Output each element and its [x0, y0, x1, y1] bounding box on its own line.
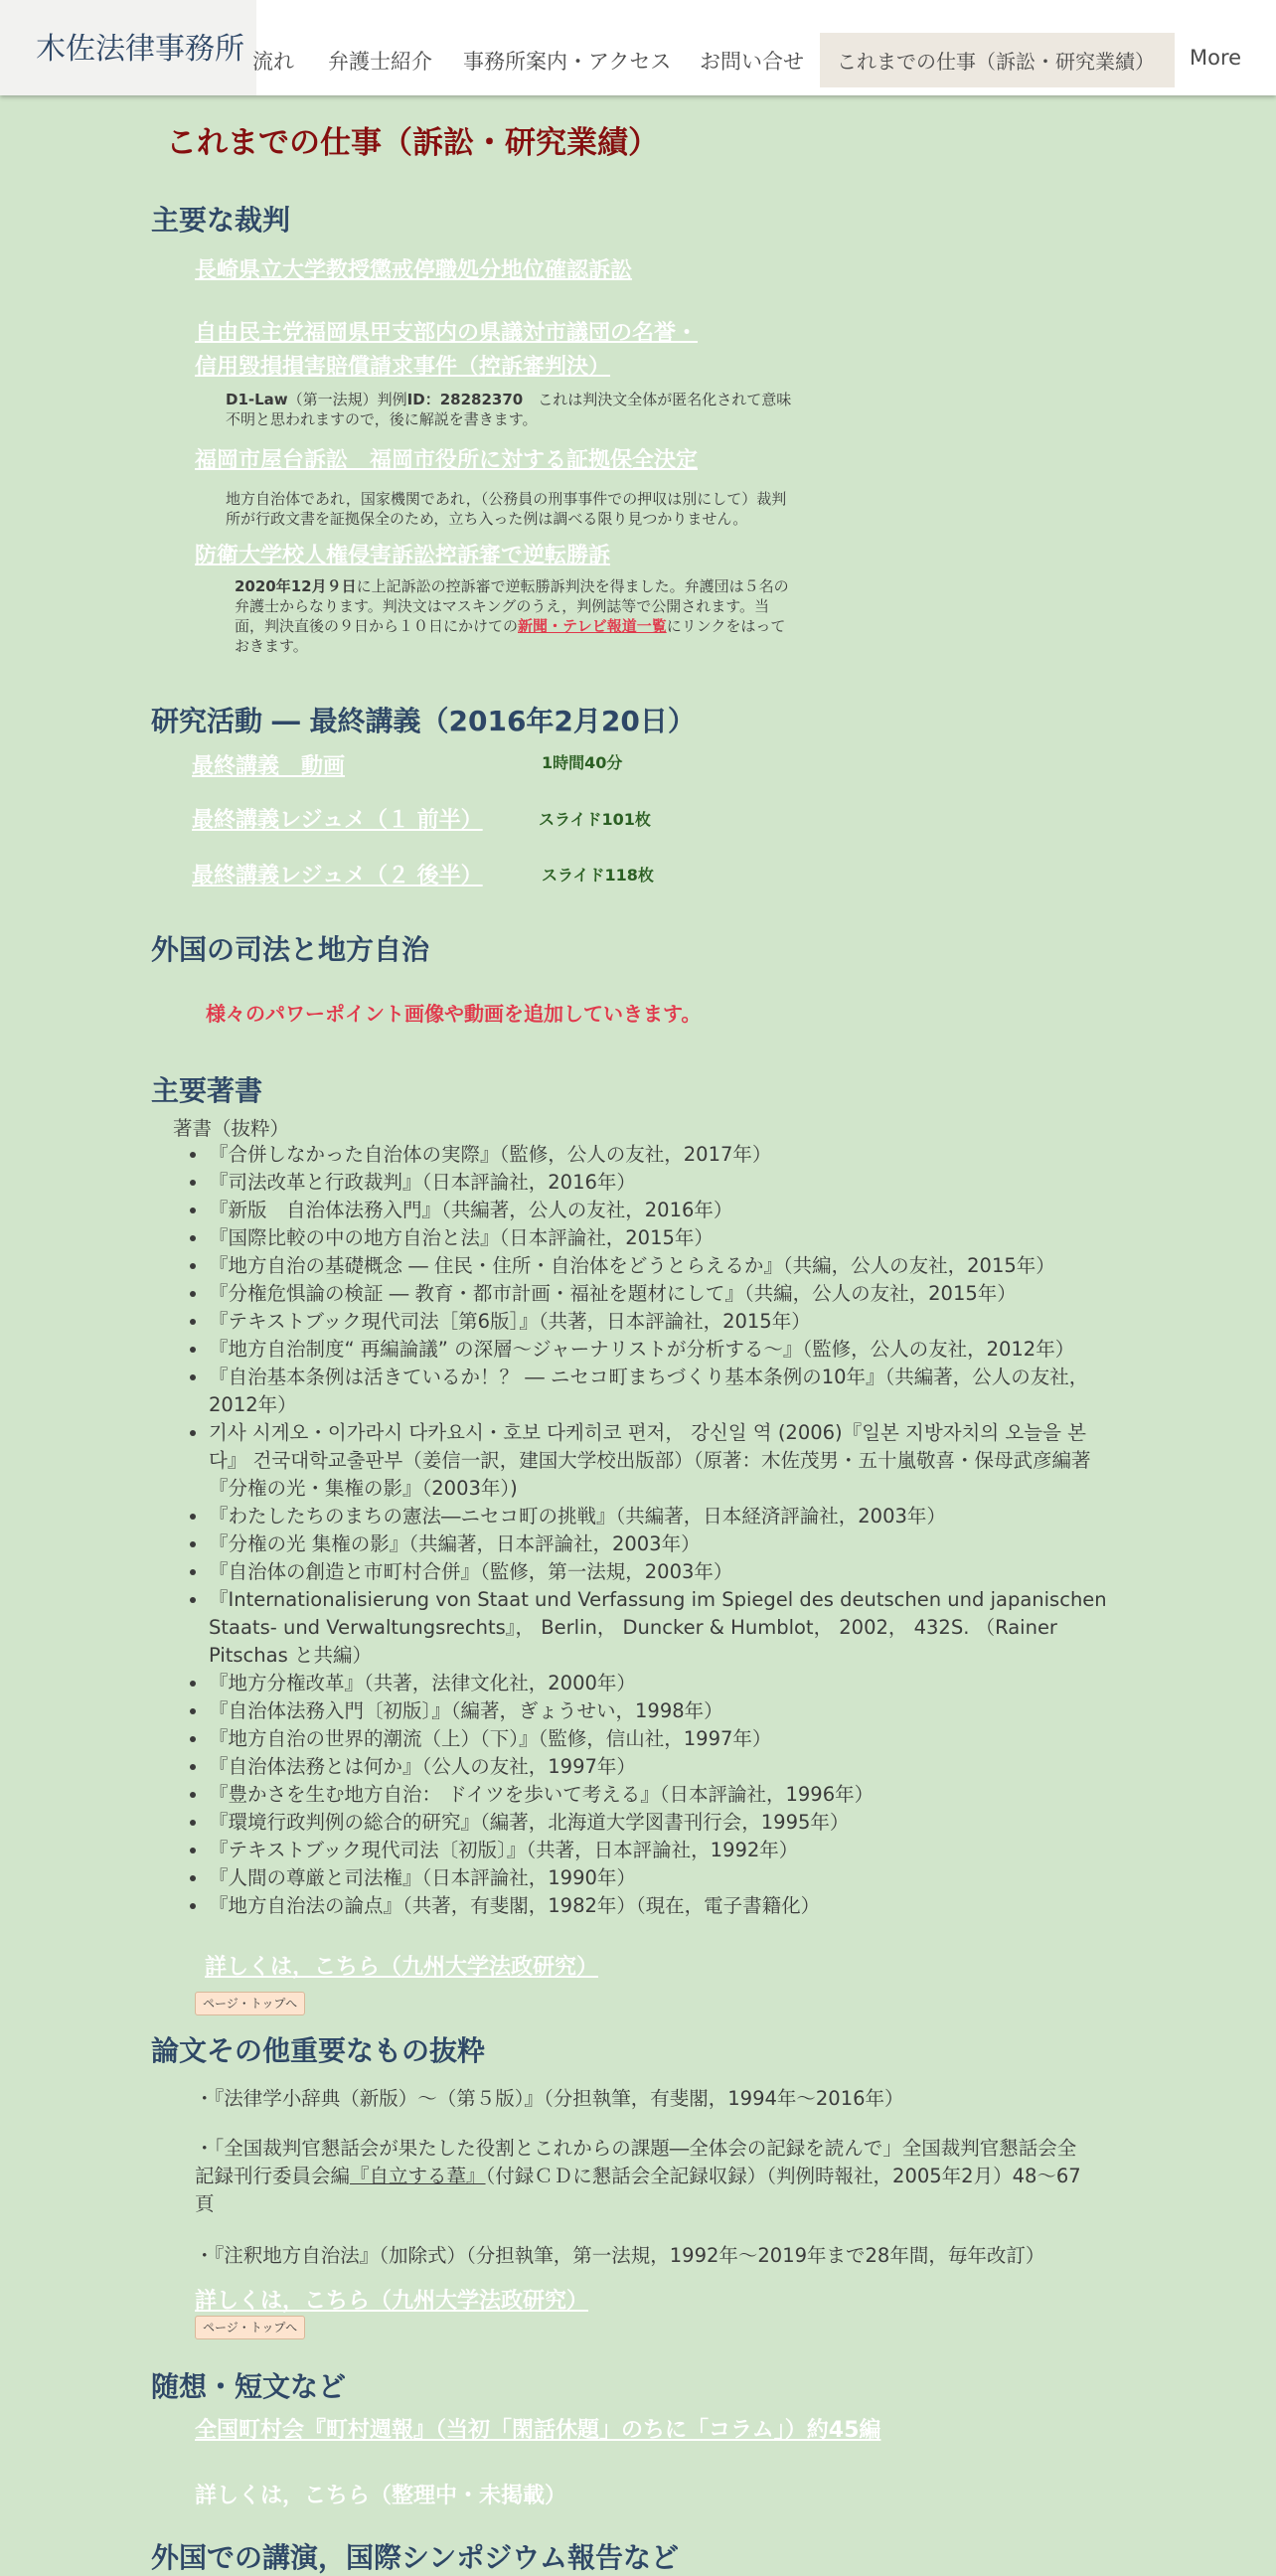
- note-bouei-tail: にリンクをはっておきます。: [235, 617, 786, 655]
- list-item: • 『自治体法務入門〔初版〕』（編著，ぎょうせい，1998年）: [209, 1697, 1123, 1725]
- note-d1law-tail: これは判決文全体が匿名化されて意味不明と思われますので，後に解説を書きます。: [226, 391, 792, 428]
- case-link-nagasaki[interactable]: 長崎県立大学教授懲戒停職処分地位確認訴訟: [195, 258, 633, 283]
- essays-more-text: 詳しくは，こちら（整理中・未掲載）: [195, 2484, 567, 2508]
- essays-heading: 随想・短文など: [151, 2370, 347, 2403]
- page-title: これまでの仕事（訴訟・研究業績）: [166, 125, 659, 161]
- final-lecture-resume2-slides: スライド118枚: [542, 866, 654, 885]
- final-lecture-video-link[interactable]: 最終講義 動画: [192, 754, 346, 779]
- paper-item-judges-forum: [195, 2135, 1089, 2218]
- paper-item-dictionary: ・『法律学小辞典（新版）～（第５版）』（分担執筆，有斐閣，1994年～2016年）: [195, 2087, 904, 2110]
- site-header: [0, 0, 1276, 95]
- lectures-abroad-heading: 外国での講演，国際シンポジウム報告など: [151, 2541, 680, 2574]
- site-logo-text[interactable]: 木佐法律事務所: [36, 32, 244, 67]
- case-link-ldp-fukuoka[interactable]: 自由民主党福岡県甲支部内の県議対市議団の名誉・信用毀損損害賠償請求事件（控訴審判決）: [195, 321, 699, 380]
- list-item: • 『テキストブック現代司法［第6版］』（共著，日本評論社，2015年）: [209, 1308, 1123, 1336]
- paper-judges-text-b: （付録ＣＤに懇話会全記録収録）（判例時報社，2005年2月）48～67頁: [195, 2165, 1081, 2215]
- final-lecture-resume2-link[interactable]: 最終講義レジュメ（２ 後半）: [192, 864, 483, 888]
- page-top-button[interactable]: ページ・トップへ: [195, 1992, 305, 2015]
- list-item: • 『自治基本条例は活きているか！？ ― ニセコ町まちづくり基本条例の10年』（共編著，公人の友社，2012年）: [209, 1364, 1123, 1419]
- final-lecture-resume1-link[interactable]: 最終講義レジュメ（１ 前半）: [192, 808, 483, 833]
- list-item: • 『わたしたちのまちの憲法―ニセコ町の挑戦』（共編著，日本経済評論社，2003年）: [209, 1503, 1123, 1530]
- nav-item-office-access[interactable]: 事務所案内・アクセス: [463, 50, 672, 74]
- note-d1law-id: ID：28282370: [406, 391, 524, 408]
- note-d1law-label: D1-Law: [226, 391, 288, 408]
- page-top-button[interactable]: ページ・トップへ: [195, 2316, 305, 2339]
- list-item: • 『国際比較の中の地方自治と法』（日本評論社，2015年）: [209, 1224, 1123, 1252]
- books-subheading: 著書（抜粋）: [173, 1117, 290, 1140]
- list-item: • 『司法改革と行政裁判』（日本評論社，2016年）: [209, 1169, 1123, 1197]
- note-bouei-date: 2020年12月９日: [235, 577, 357, 595]
- nav-item-flow[interactable]: 流れ: [252, 50, 294, 74]
- foreign-note: 様々のパワーポイント画像や動画を追加していきます。: [206, 1002, 702, 1026]
- list-item: • 『自治体法務とは何か』（公人の友社，1997年）: [209, 1753, 1123, 1781]
- list-item: • 『地方自治の世界的潮流（上）（下）』（監修，信山社，1997年）: [209, 1725, 1123, 1753]
- books-list: [167, 1141, 1123, 1920]
- list-item: • 『分権の光 集権の影』（共編著，日本評論社，2003年）: [209, 1530, 1123, 1558]
- news-list-link[interactable]: 新聞・テレビ報道一覧: [518, 617, 667, 635]
- note-bouei-body: に上記訴訟の控訴審で逆転勝訴判決を得ました。弁護団は５名の弁護士からなります。判決文はマスキングのうえ，判例誌等で公開されます。当面，判決直後の９日から１０日にかけての: [235, 577, 789, 635]
- list-item: • 『豊かさを生む地方自治： ドイツを歩いて考える』（日本評論社，1996年）: [209, 1781, 1123, 1809]
- list-item: • 『環境行政判例の総合的研究』（編著，北海道大学図書刊行会，1995年）: [209, 1809, 1123, 1837]
- list-item: • 『人間の尊厳と司法権』（日本評論社，1990年）: [209, 1864, 1123, 1892]
- paper-item-local-autonomy-law: ・『注釈地方自治法』（加除式）（分担執筆，第一法規，1992年～2019年まで28年間，毎年改訂）: [195, 2244, 1045, 2267]
- nav-item-more[interactable]: More: [1190, 46, 1242, 70]
- list-item: • 『地方自治制度“ 再編論議” の深層～ジャーナリストが分析する～』（監修，公人の友社，2012年）: [209, 1336, 1123, 1364]
- final-lecture-video-duration: 1時間40分: [542, 753, 623, 772]
- paper-judges-book-link[interactable]: 『自立する葦』: [350, 2165, 486, 2187]
- list-item: • 『分権危惧論の検証 ― 教育・都市計画・福祉を題材にして』（共編，公人の友社，2015年）: [209, 1280, 1123, 1308]
- site-logo[interactable]: [0, 0, 256, 95]
- case-note-yatai: 地方自治体であれ，国家機関であれ，（公務員の刑事事件での押収は別にして）裁判所が行政文書を証拠保全のため，立ち入った例は調べる限り見つかりません。: [226, 490, 787, 528]
- case-link-bouei[interactable]: 防衛大学校人権侵害訴訟控訴審で逆転勝訴: [195, 544, 611, 568]
- books-heading: 主要著書: [151, 1074, 263, 1107]
- papers-more-link[interactable]: 詳しくは，こちら（九州大学法政研究）: [195, 2289, 589, 2314]
- case-note-bouei: [235, 576, 791, 656]
- research-heading: 研究活動 ― 最終講義（2016年2月20日）: [151, 705, 696, 737]
- list-item: • 『合併しなかった自治体の実際』（監修，公人の友社，2017年）: [209, 1141, 1123, 1169]
- books-more-link[interactable]: 詳しくは，こちら（九州大学法政研究）: [205, 1955, 599, 1980]
- list-item: • 『自治体の創造と市町村合併』（監修，第一法規，2003年）: [209, 1558, 1123, 1586]
- note-d1law-mid: （第一法規）判例: [287, 391, 407, 408]
- paper-judges-text-a: ・「全国裁判官懇話会が果たした役割とこれからの課題―全体会の記録を読んで」全国裁判官懇話会全記録刊行委員会編: [195, 2137, 1077, 2187]
- nav-item-works[interactable]: これまでの仕事（訴訟・研究業績）: [837, 50, 1155, 74]
- list-item: • 『地方自治の基礎概念 ― 住民・住所・自治体をどうとらえるか』（共編，公人の友社，2015年）: [209, 1252, 1123, 1280]
- list-item: • 기사 시게오・이가라시 다카요시・호보 다케히코 편저， 강신일 역 (2006)『일본 지방자치의 오늘을 본다』 건국대학교출판부（姜信一訳，建国大学校出版部）（原著：木佐茂男・五十嵐敬喜・保母武彦編著『分権の光・集権の影』（2003年）): [209, 1419, 1123, 1503]
- case-link-yatai[interactable]: 福岡市屋台訴訟 福岡市役所に対する証拠保全決定: [195, 448, 699, 473]
- nav-item-lawyers[interactable]: 弁護士紹介: [328, 50, 432, 74]
- essays-town-weekly-link[interactable]: 全国町村会『町村週報』（当初「閑話休題」のちに「コラム」）約45編: [195, 2418, 881, 2443]
- trials-heading: 主要な裁判: [151, 204, 291, 237]
- list-item: • 『地方自治法の論点』（共著，有斐閣，1982年）（現在，電子書籍化）: [209, 1892, 1123, 1920]
- papers-heading: 論文その他重要なもの抜粋: [151, 2034, 486, 2067]
- list-item: • 『Internationalisierung von Staat und Verfassung im Spiegel des deutschen und japanischen Staats- und Verwaltungsrechts』， Berlin， Duncker & Humblot， 2002， 432S. （Rainer Pitschas と共編）: [209, 1586, 1123, 1670]
- final-lecture-resume1-slides: スライド101枚: [539, 810, 651, 829]
- foreign-heading: 外国の司法と地方自治: [151, 933, 430, 966]
- list-item: • 『テキストブック現代司法〔初版〕』（共著，日本評論社，1992年）: [209, 1837, 1123, 1864]
- list-item: • 『地方分権改革』（共著，法律文化社，2000年）: [209, 1670, 1123, 1697]
- list-item: • 『新版 自治体法務入門』（共編著，公人の友社，2016年）: [209, 1197, 1123, 1224]
- nav-item-contact[interactable]: お問い合せ: [700, 50, 804, 74]
- case-note-d1law: [226, 390, 792, 429]
